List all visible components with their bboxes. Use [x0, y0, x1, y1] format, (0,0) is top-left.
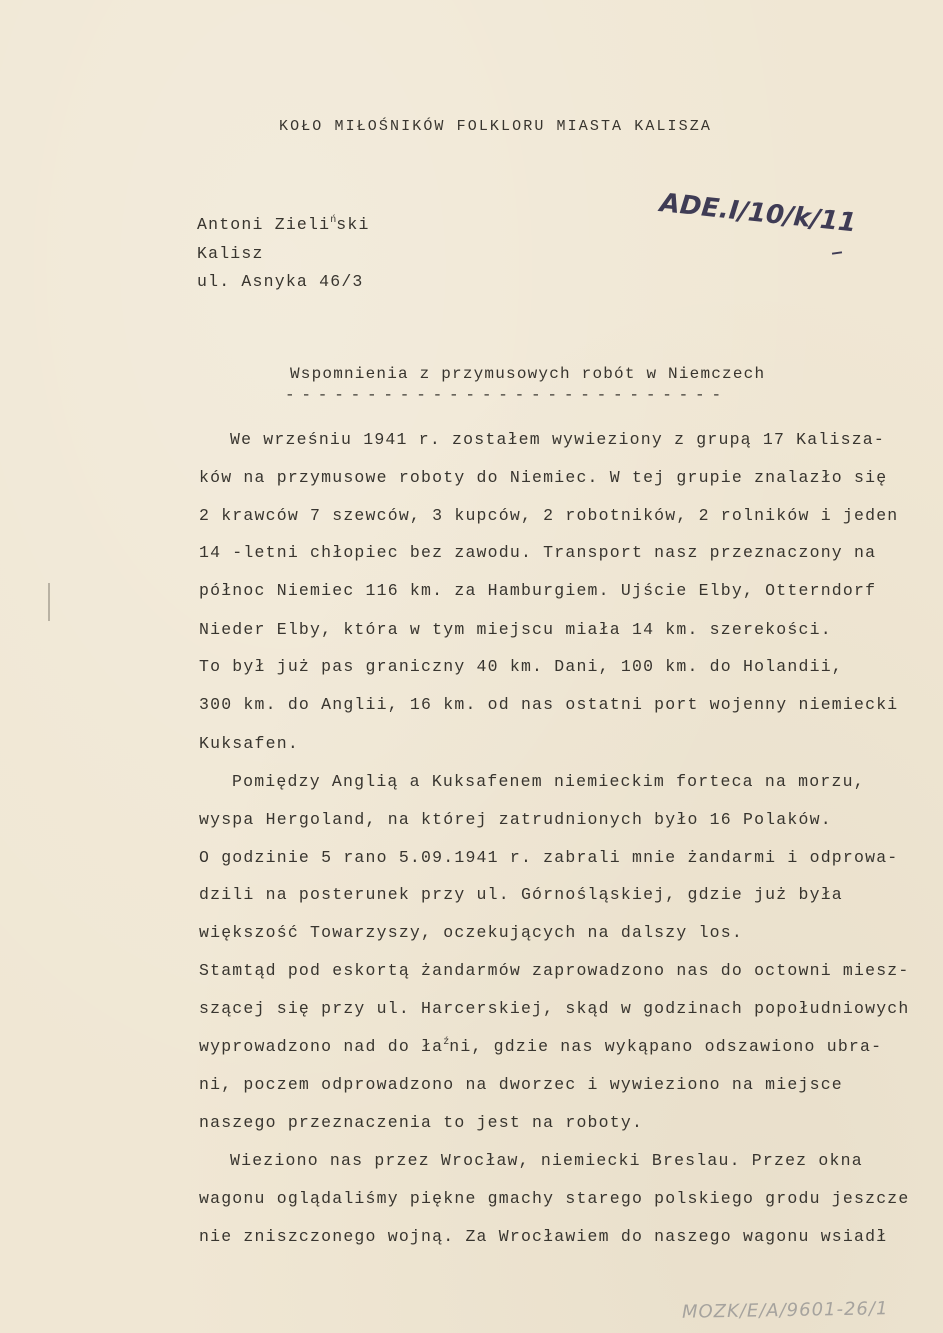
body-line: większość Towarzyszy, oczekujących na dalszy los.: [199, 923, 743, 942]
body-line: Kuksafen.: [199, 734, 299, 753]
body-line: ków na przymusowe roboty do Niemiec. W tej grupie znalazło się: [199, 468, 888, 487]
body-line: wagonu oglądaliśmy piękne gmachy starego polskiego grodu jeszcze: [199, 1189, 910, 1208]
body-line: dzili na posterunek przy ul. Górnośląskiej, gdzie już była: [199, 885, 843, 904]
body-line: 14 -letni chłopiec bez zawodu. Transport nasz przeznaczony na: [199, 543, 877, 562]
body-line: Pomiędzy Anglią a Kuksafenem niemieckim forteca na morzu,: [232, 772, 865, 791]
archive-signature-handwritten: ADE.I/10/k/11: [658, 188, 858, 239]
body-line: O godzinie 5 rano 5.09.1941 r. zabrali mnie żandarmi i odprowa-: [199, 848, 899, 867]
sender-street: ul. Asnyka 46/3: [197, 272, 364, 291]
body-line: Nieder Elby, która w tym miejscu miała 14 km. szerekości.: [199, 620, 832, 639]
margin-fold-mark: [48, 583, 50, 621]
body-line: 300 km. do Anglii, 16 km. od nas ostatni port wojenny niemiecki: [199, 695, 899, 714]
body-line: szącej się przy ul. Harcerskiej, skąd w godzinach popołudniowych: [199, 999, 910, 1018]
body-line: Stamtąd pod eskortą żandarmów zaprowadzono nas do octowni miesz-: [199, 961, 910, 980]
body-line: wyprowadzono nad do $ła^źni$, gdzie nas wykąpano odszawiono ubra-: [199, 1037, 883, 1056]
body-line: ni, poczem odprowadzono na dworzec i wywieziono na miejsce: [199, 1075, 843, 1094]
body-line: nie zniszczonego wojną. Za Wrocławiem do naszego wagonu wsiadł: [199, 1227, 888, 1246]
document-title: Wspomnienia z przymusowych robót w Niemczech: [290, 365, 766, 383]
title-underline: ---------------------------: [285, 386, 728, 404]
archive-signature-bottom: MOZK/E/A/9601-26/1: [681, 1298, 889, 1323]
body-line: To był już pas graniczny 40 km. Dani, 100 km. do Holandii,: [199, 657, 843, 676]
body-line: We wrześniu 1941 r. zostałem wywieziony z grupą 17 Kalisza-: [230, 430, 885, 449]
sender-city: Kalisz: [197, 244, 264, 263]
sender-name: Antoni Zieli$^ń$ski: [197, 215, 370, 234]
body-line: wyspa Hergoland, na której zatrudnionych było 16 Polaków.: [199, 810, 832, 829]
body-line: naszego przeznaczenia to jest na roboty.: [199, 1113, 644, 1132]
body-line: północ Niemiec 116 km. za Hamburgiem. Ujście Elby, Otterndorf: [199, 581, 877, 600]
organization-header: KOŁO MIŁOŚNIKÓW FOLKLORU MIASTA KALISZA: [279, 118, 712, 135]
body-line: 2 krawców 7 szewców, 3 kupców, 2 robotników, 2 rolników i jeden: [199, 506, 899, 525]
body-line: Wieziono nas przez Wrocław, niemiecki Breslau. Przez okna: [230, 1151, 863, 1170]
